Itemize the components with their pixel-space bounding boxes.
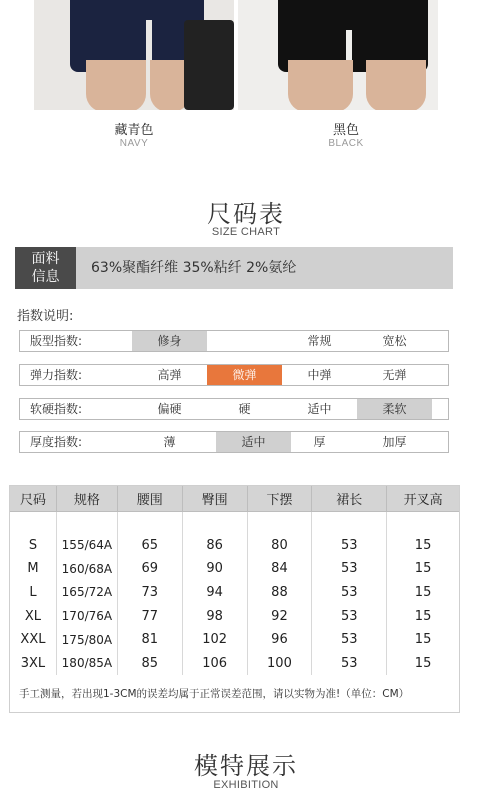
table-cell: 77 <box>117 604 182 628</box>
table-cell: 84 <box>247 557 312 581</box>
size-chart-subtitle: SIZE CHART <box>211 226 281 238</box>
table-cell: 106 <box>182 651 247 675</box>
table-cell: L <box>10 581 57 605</box>
table-cell: 175/80A <box>56 628 117 652</box>
table-row <box>10 628 460 652</box>
table-header-row: 尺码 规格 腰围 臀围 下摆 裙长 开叉高 <box>10 486 460 512</box>
exhibition-subtitle: EXHIBITION <box>213 779 279 791</box>
table-cell: 65 <box>117 534 182 558</box>
table-cell: 85 <box>117 651 182 675</box>
table-cell: 69 <box>117 557 182 581</box>
fit-index-row: 版型指数: 修身 常规 宽松 <box>19 330 449 352</box>
thickness-option-moderate: 适中 <box>216 432 291 452</box>
table-cell: 102 <box>182 628 247 652</box>
table-row <box>10 534 460 558</box>
table-cell: XXL <box>10 628 57 652</box>
table-cell: 90 <box>182 557 247 581</box>
table-cell: 80 <box>247 534 312 558</box>
black-skirt-photo <box>238 0 438 110</box>
handbag <box>184 20 234 110</box>
fit-option-slim: 修身 <box>132 331 207 351</box>
table-cell: 160/68A <box>56 557 117 581</box>
table-cell: 53 <box>312 534 387 558</box>
size-table <box>9 485 460 675</box>
exhibition-title: 模特展示 <box>194 752 298 780</box>
thickness-option-thick: 厚 <box>313 435 326 449</box>
table-cell: 98 <box>182 604 247 628</box>
table-cell: 73 <box>117 581 182 605</box>
table-cell: 92 <box>247 604 312 628</box>
color-name-black: 黑色 <box>332 123 359 138</box>
table-cell: 96 <box>247 628 312 652</box>
softness-option-stiff: 硬 <box>238 402 251 416</box>
elasticity-option-slight: 微弹 <box>207 365 282 385</box>
material-label: 面料 信息 <box>15 247 76 289</box>
table-cell: 53 <box>312 557 387 581</box>
color-en-black: BLACK <box>328 138 364 149</box>
table-row <box>10 604 460 628</box>
softness-option-stiffish: 偏硬 <box>157 402 182 416</box>
table-cell: 155/64A <box>56 534 117 558</box>
material-composition: 63%聚酯纤维 35%粘纤 2%氨纶 <box>91 260 297 276</box>
softness-index-row: 软硬指数: 偏硬 硬 适中 柔软 <box>19 398 449 420</box>
elasticity-option-none: 无弹 <box>382 368 407 382</box>
thickness-option-thin: 薄 <box>163 435 176 449</box>
table-row <box>10 557 460 581</box>
table-cell: 86 <box>182 534 247 558</box>
elasticity-option-high: 高弹 <box>157 368 182 382</box>
fit-option-loose: 宽松 <box>382 334 407 348</box>
table-cell: 53 <box>312 581 387 605</box>
table-cell: 170/76A <box>56 604 117 628</box>
elasticity-index-row: 弹力指数: 高弹 微弹 中弹 无弹 <box>19 364 449 386</box>
table-cell: 53 <box>312 604 387 628</box>
table-cell: 165/72A <box>56 581 117 605</box>
measurement-note: 手工测量，若出现1-3CM的误差均属于正常误差范围，请以实物为准!（单位：CM） <box>19 688 410 700</box>
table-cell: XL <box>10 604 57 628</box>
table-cell: 15 <box>387 651 460 675</box>
table-cell: 15 <box>387 534 460 558</box>
size-chart-title: 尺码表 <box>207 200 285 228</box>
table-cell: 15 <box>387 557 460 581</box>
table-cell: 94 <box>182 581 247 605</box>
fit-option-regular: 常规 <box>307 334 332 348</box>
table-cell: S <box>10 534 57 558</box>
table-cell: 53 <box>312 628 387 652</box>
table-cell: 15 <box>387 581 460 605</box>
thickness-index-row: 厚度指数: 薄 适中 厚 加厚 <box>19 431 449 453</box>
thickness-option-extra-thick: 加厚 <box>382 435 407 449</box>
index-title: 指数说明: <box>17 309 74 324</box>
table-cell: 15 <box>387 604 460 628</box>
softness-option-moderate: 适中 <box>307 402 332 416</box>
table-cell: 53 <box>312 651 387 675</box>
color-name-navy: 藏青色 <box>114 123 154 138</box>
color-en-navy: NAVY <box>119 138 149 149</box>
table-row <box>10 651 460 675</box>
elasticity-option-medium: 中弹 <box>307 368 332 382</box>
table-cell: M <box>10 557 57 581</box>
table-cell: 15 <box>387 628 460 652</box>
navy-skirt-photo <box>34 0 234 110</box>
table-cell: 88 <box>247 581 312 605</box>
table-cell: 100 <box>247 651 312 675</box>
table-cell: 3XL <box>10 651 57 675</box>
table-row <box>10 581 460 605</box>
table-cell: 180/85A <box>56 651 117 675</box>
table-cell: 81 <box>117 628 182 652</box>
material-info-bar <box>15 247 453 289</box>
softness-option-soft: 柔软 <box>357 399 432 419</box>
